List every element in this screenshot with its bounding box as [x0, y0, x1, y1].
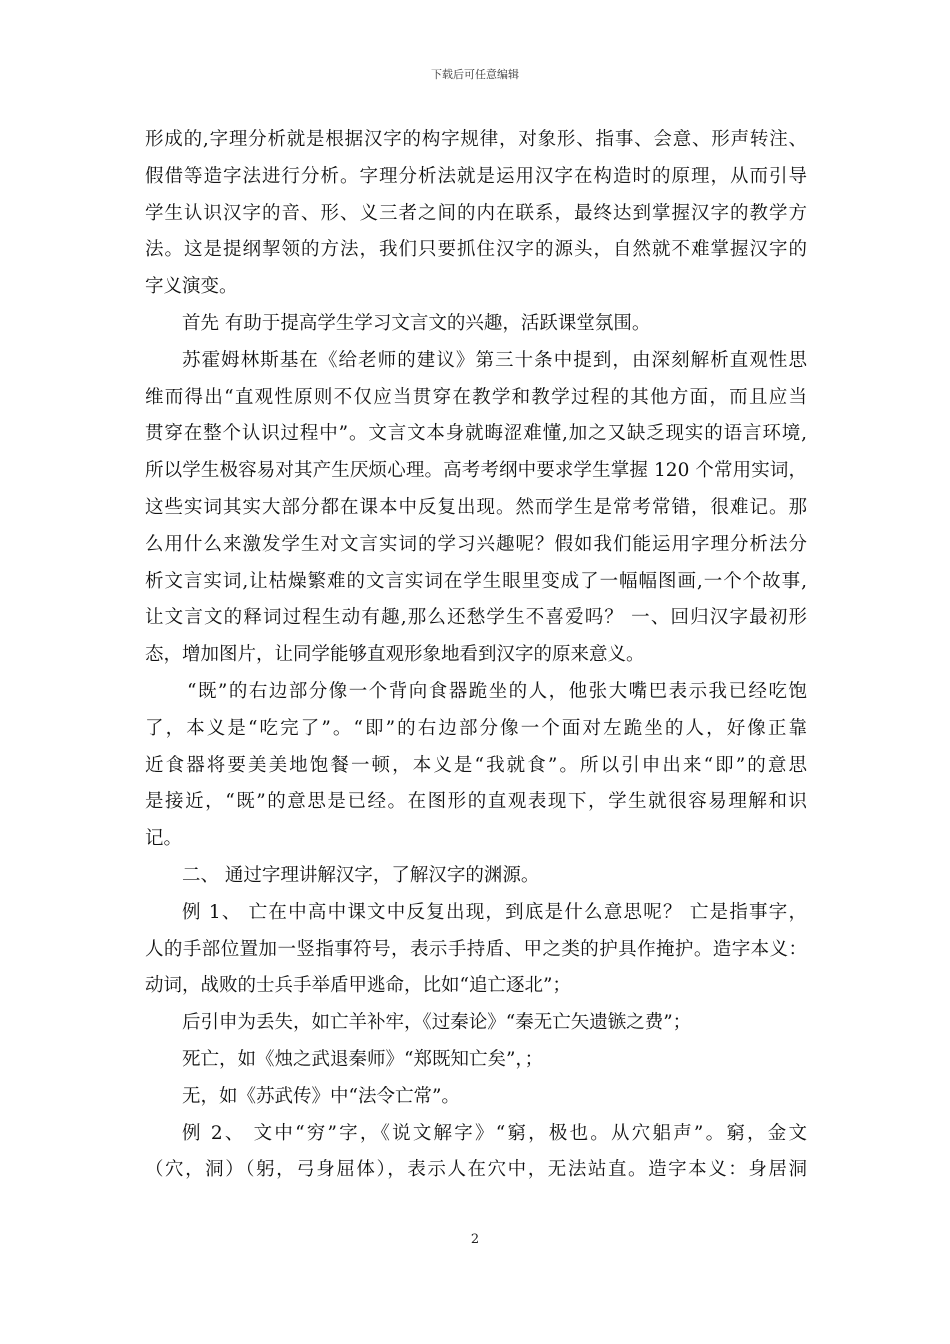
- text-line: （穴，洞）（躬，弓身屈体），表示人在穴中，无法站直。造字本义：身居洞: [145, 1159, 807, 1181]
- text-line: 了，本义是“吃完了”。“即”的右边部分像一个面对左跪坐的人，好像正靠: [145, 717, 807, 739]
- text-line: 是接近，“既”的意思是已经。在图形的直观表现下，学生就很容易理解和识: [145, 791, 807, 813]
- text-line: 首先 有助于提高学生学习文言文的兴趣，活跃课堂氛围。: [182, 312, 651, 334]
- text-line: 析文言实词,让枯燥繁难的文言实词在学生眼里变成了一幅幅图画,一个个故事,: [145, 570, 807, 592]
- text-line: 形成的,字理分析就是根据汉字的构字规律，对象形、指事、会意、形声转注、: [145, 129, 807, 150]
- text-line: 近食器将要美美地饱餐一顿，本义是“我就食”。所以引申出来“即”的意思: [145, 754, 807, 776]
- text-line: 人的手部位置加一竖指事符号，表示手持盾、甲之类的护具作掩护。造字本义：: [145, 938, 807, 960]
- text-line: 这些实词其实大部分都在课本中反复出现。然而学生是常考常错，很难记。那: [145, 496, 807, 518]
- text-line: 态，增加图片，让同学能够直观形象地看到汉字的原来意义。: [145, 644, 645, 666]
- text-line: 所以学生极容易对其产生厌烦心理。高考考纲中要求学生掌握 120 个常用实词，: [145, 460, 807, 482]
- text-line: 二、 通过字理讲解汉字，了解汉字的渊源。: [182, 864, 540, 886]
- page-number: 2: [470, 1232, 480, 1247]
- page-header: 下载后可任意编辑: [431, 68, 519, 81]
- text-line: 苏霍姆林斯基在《给老师的建议》第三十条中提到，由深刻解析直观性思: [182, 349, 807, 371]
- text-line: 学生认识汉字的音、形、义三者之间的内在联系，最终达到掌握汉字的教学方: [145, 202, 807, 224]
- text-line: 贯穿在整个认识过程中”。文言文本身就晦涩难懂,加之又缺乏现实的语言环境,: [145, 423, 807, 445]
- text-line: 么用什么来激发学生对文言实词的学习兴趣呢？假如我们能运用字理分析法分: [145, 533, 807, 555]
- text-line: 动词，战败的士兵手举盾甲逃命，比如“追亡逐北”；: [145, 975, 571, 997]
- text-line: 法。这是提纲挈领的方法，我们只要抓住汉字的源头，自然就不难掌握汉字的: [145, 239, 807, 261]
- text-line: 死亡，如《烛之武退秦师》“郑既知亡矣”，；: [182, 1048, 544, 1070]
- text-line: 无，如《苏武传》中“法令亡常”。: [182, 1085, 460, 1107]
- text-line: 例 1、 亡在中高中课文中反复出现，到底是什么意思呢？ 亡是指事字，: [182, 901, 807, 923]
- text-line: 假借等造字法进行分析。字理分析法就是运用汉字在构造时的原理，从而引导: [145, 165, 807, 187]
- text-line: 维而得出“直观性原则不仅应当贯穿在教学和教学过程的其他方面，而且应当: [145, 386, 807, 408]
- text-line: 让文言文的释词过程生动有趣,那么还愁学生不喜爱吗？ 一、回归汉字最初形: [145, 607, 807, 629]
- text-line: 字义演变。: [145, 276, 238, 298]
- text-line: “既”的右边部分像一个背向食器跪坐的人，他张大嘴巴表示我已经吃饱: [187, 680, 807, 702]
- document-body: [145, 122, 807, 1189]
- text-line: 后引申为丢失，如亡羊补牢，《过秦论》“秦无亡矢遗镞之费”；: [182, 1012, 692, 1034]
- text-line: 记。: [145, 828, 183, 850]
- text-line: 例 2、 文中“穷”字，《说文解字》“窮，极也。从穴躳声”。窮，金文: [182, 1122, 807, 1144]
